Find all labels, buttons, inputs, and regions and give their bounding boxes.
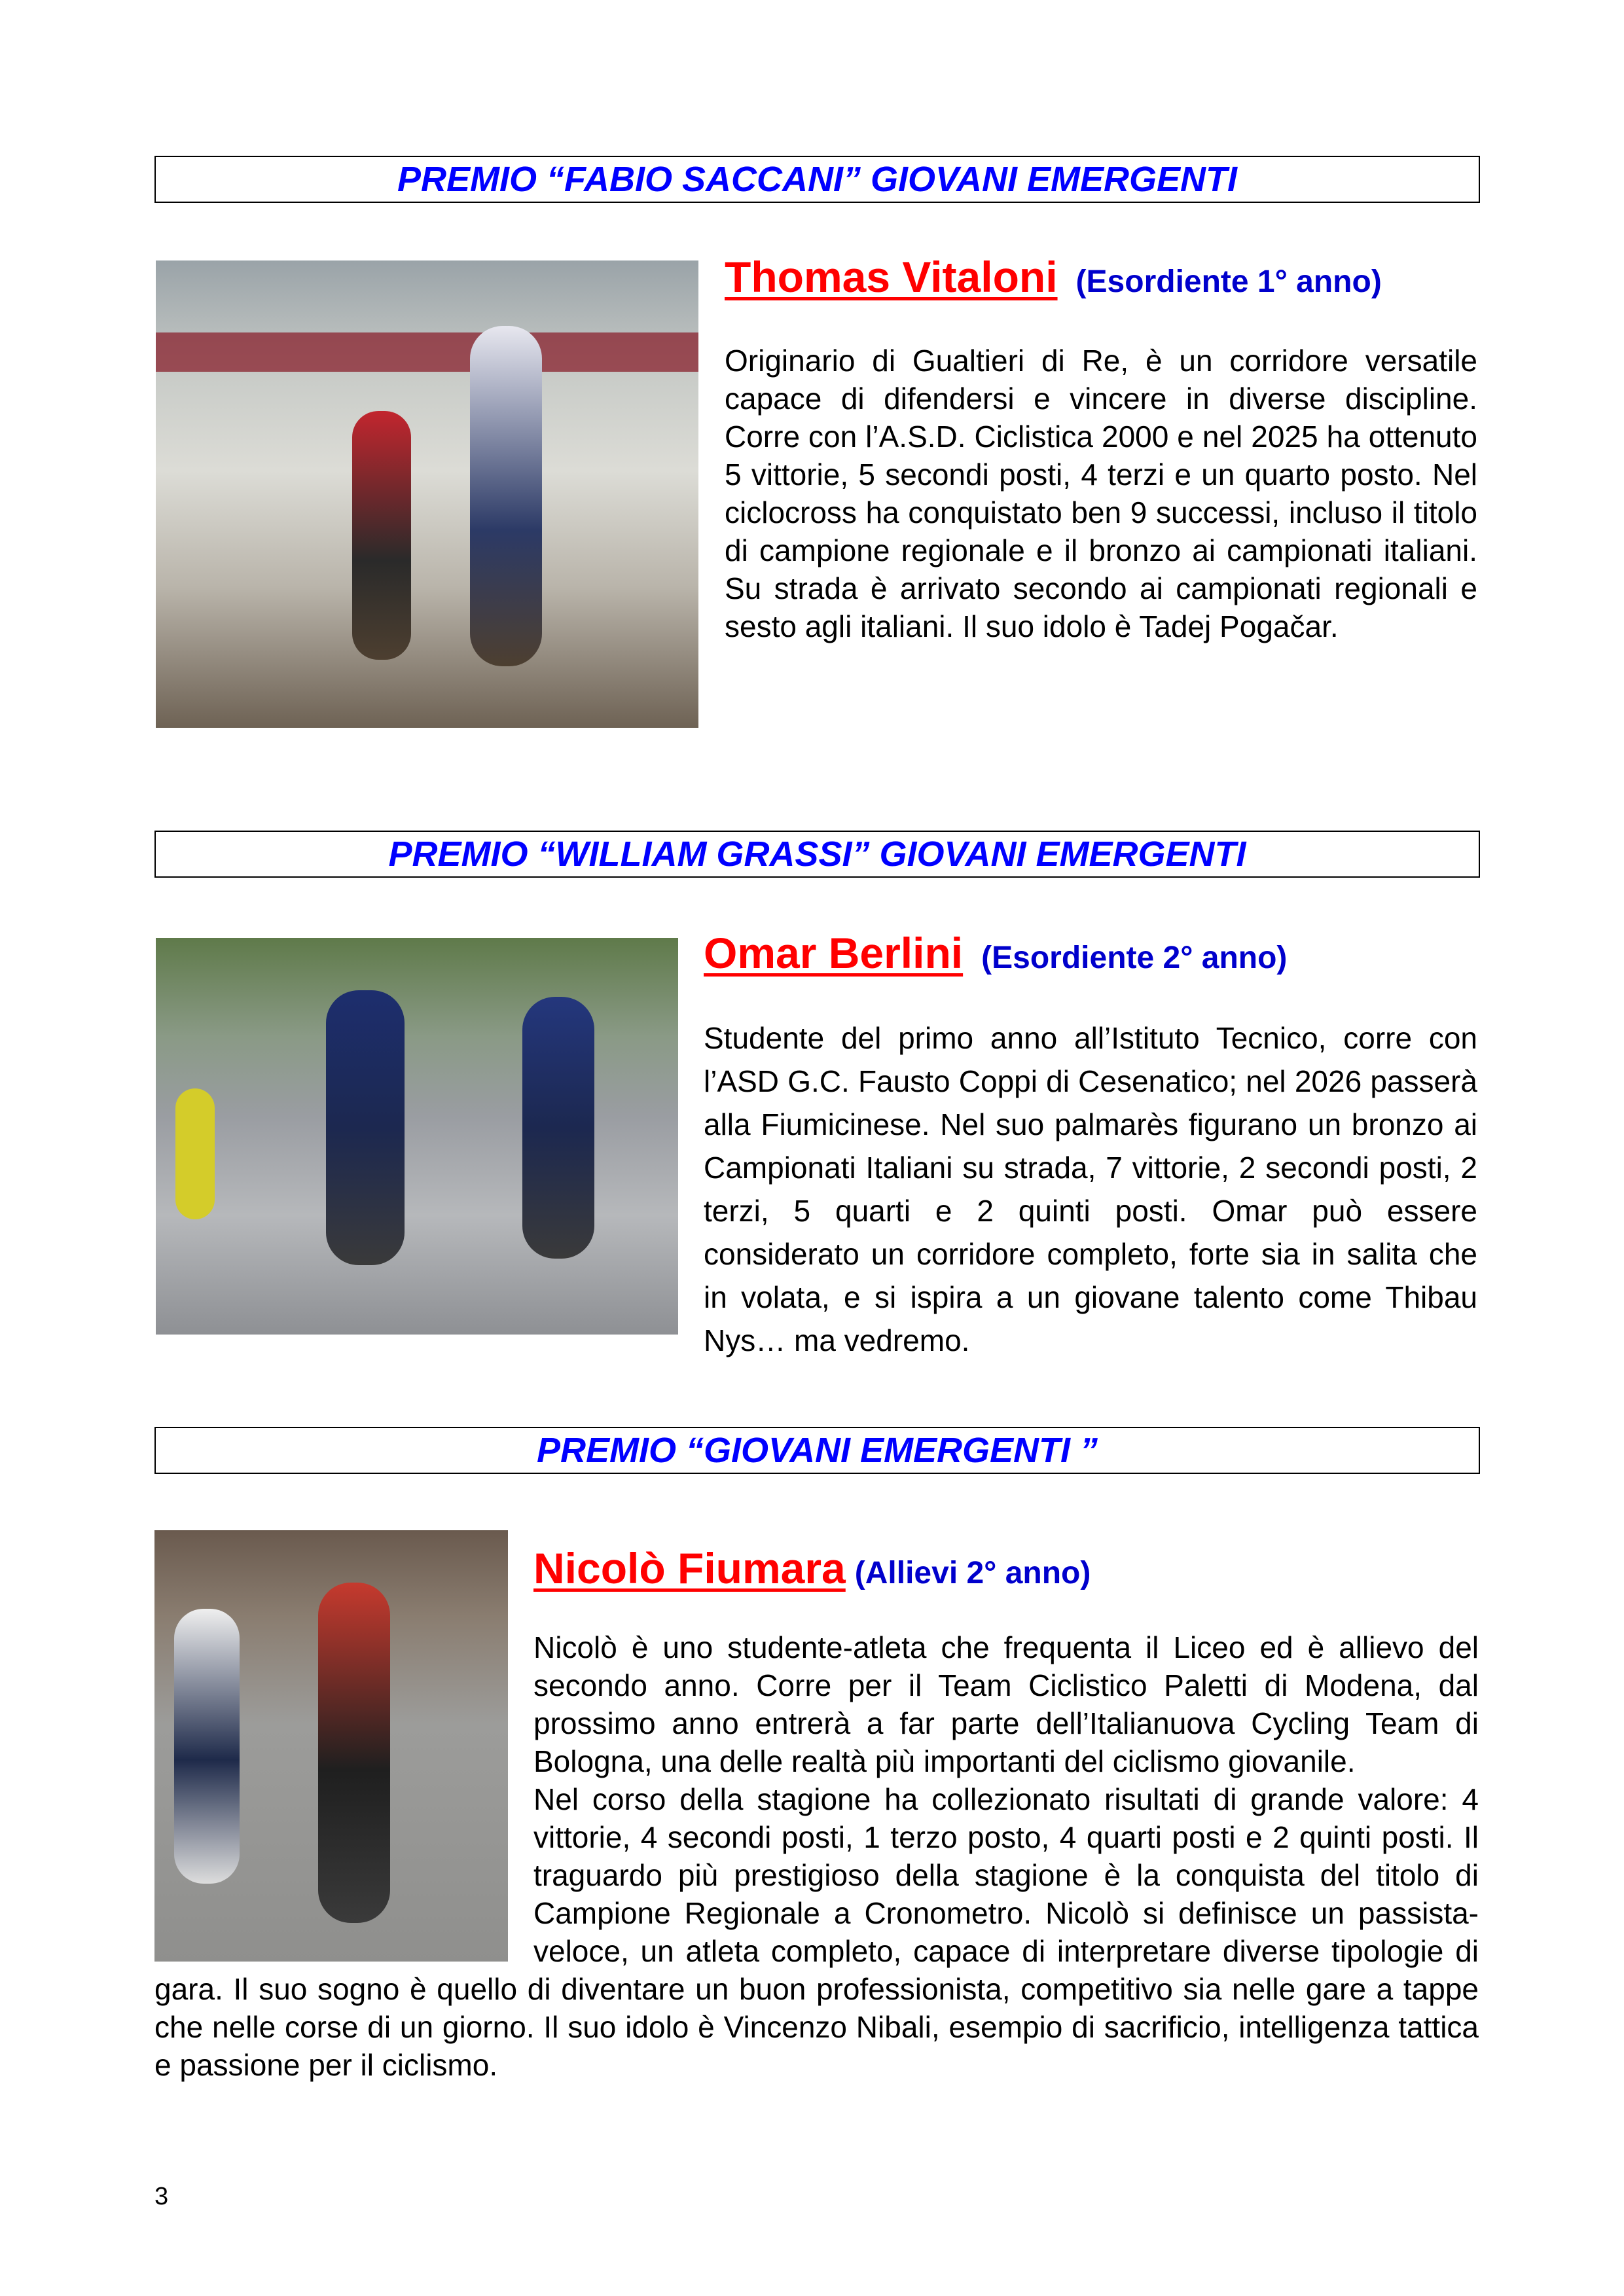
award-header-3 xyxy=(154,1427,1480,1474)
athlete-bio: Originario di Gualtieri di Re, è un corridore versatile capace di difendersi e vincere in diverse discipline. Corre con l’A.S.D. Ciclistica 2000 e nel 2025 ha ottenuto 5 vittorie, 5 secondi posti, 4 terzi e un quarto posto. Nel ciclocross ha conquistato ben 9 successi, incluso il titolo di campione regionale e il bronzo ai campionati italiani. Su strada è arrivato secondo ai campionati regionali e sesto agli italiani. Il suo idolo è Tadej Pogačar. xyxy=(725,344,1477,643)
athlete-category: (Allievi 2° anno) xyxy=(854,1556,1091,1590)
award-title: PREMIO “FABIO SACCANI” GIOVANI EMERGENTI xyxy=(397,160,1238,199)
cyclist-photo-2 xyxy=(156,938,678,1335)
award-header-1 xyxy=(154,156,1480,203)
page-number: 3 xyxy=(154,2183,169,2210)
athlete-bio-paragraph-2: Nel corso della stagione ha collezionato risultati di grande valore: 4 vittorie, 4 secondi posti, 1 terzo posto, 4 quarti posti e 2 quinti posti. Il traguardo più prestigioso della stagione è la conquista del titolo di Campione Regionale a Cronometro. Nicolò si definisce un passista-veloce, un atleta completo, capace di interpretare diverse tipologie di gara. Il suo sogno è quello di diventare un buon professionista, competitivo sia nelle gare a tappe che nelle corse di un giorno. Il suo idolo è Vincenzo Nibali, esempio di sacrificio, intelligenza tattica e passione per il ciclismo. xyxy=(154,1782,1479,2082)
athlete-bio: Studente del primo anno all’Istituto Tecnico, corre con l’ASD G.C. Fausto Coppi di Cesenatico; nel 2026 passerà alla Fiumicinese. Nel suo palmarès figurano un bronzo ai Campionati Italiani su strada, 7 vittorie, 2 secondi posti, 2 terzi, 5 quarti e 2 quinti posti. Omar può essere considerato un corridore completo, forte sia in salita che in volata, e si ispira a un giovane talento come Thibau Nys… ma vedremo. xyxy=(704,1021,1477,1357)
athlete-name: Nicolò Fiumara xyxy=(533,1544,846,1592)
athlete-category: (Esordiente 2° anno) xyxy=(981,941,1288,975)
athlete-bio-paragraph-1: Nicolò è uno studente-atleta che frequenta il Liceo ed è allievo del secondo anno. Corre per il Team Ciclistico Paletti di Modena, dal prossimo anno entrerà a far parte dell’Italianuova Cycling Team di Bologna, una delle realtà più importanti del ciclismo giovanile. xyxy=(533,1630,1479,1778)
cyclist-photo-3 xyxy=(154,1530,508,1962)
athlete-name: Omar Berlini xyxy=(704,929,964,977)
award-title: PREMIO “GIOVANI EMERGENTI ” xyxy=(536,1431,1098,1470)
athlete-category: (Esordiente 1° anno) xyxy=(1075,264,1382,299)
athlete-name: Thomas Vitaloni xyxy=(725,253,1058,301)
award-title: PREMIO “WILLIAM GRASSI” GIOVANI EMERGENTI xyxy=(388,834,1246,874)
cyclist-photo-1 xyxy=(156,260,698,728)
award-header-2 xyxy=(154,831,1480,878)
